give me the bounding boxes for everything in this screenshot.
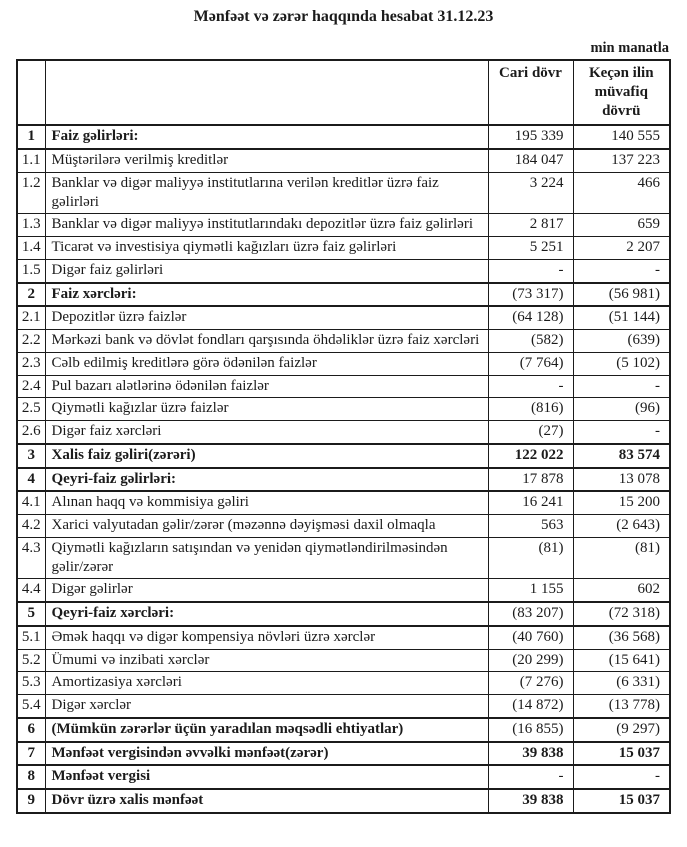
row-value-current: 39 838	[488, 789, 573, 813]
row-value-previous: -	[573, 259, 670, 282]
row-label: (Mümkün zərərlər üçün yaradılan məqsədli ehtiyatlar)	[45, 718, 488, 742]
table-row	[17, 742, 670, 766]
table-row	[17, 649, 670, 672]
row-label: Cəlb edilmiş kreditlərə görə ödənilən faizlər	[45, 352, 488, 375]
table-row	[17, 515, 670, 538]
table-row	[17, 491, 670, 514]
row-label: Alınan haqq və kommisiya gəliri	[45, 491, 488, 514]
row-label: Ümumi və inzibati xərclər	[45, 649, 488, 672]
row-value-current: 184 047	[488, 149, 573, 172]
profit-loss-table	[16, 59, 671, 814]
row-number: 2.6	[17, 421, 45, 444]
row-label: Faiz xərcləri:	[45, 283, 488, 307]
row-number: 5.3	[17, 672, 45, 695]
row-value-current: (582)	[488, 330, 573, 353]
row-value-current: (73 317)	[488, 283, 573, 307]
row-number: 2.5	[17, 398, 45, 421]
row-label: Mənfəət vergisindən əvvəlki mənfəət(zərər)	[45, 742, 488, 766]
row-number: 2.3	[17, 352, 45, 375]
table-row	[17, 330, 670, 353]
row-number: 5.1	[17, 626, 45, 649]
table-row	[17, 789, 670, 813]
row-label: Qiymətli kağızlar üzrə faizlər	[45, 398, 488, 421]
row-label: Digər gəlirlər	[45, 579, 488, 602]
row-value-current: 1 155	[488, 579, 573, 602]
row-value-previous: 15 037	[573, 789, 670, 813]
row-value-previous: 2 207	[573, 237, 670, 260]
row-value-previous: (6 331)	[573, 672, 670, 695]
table-row	[17, 672, 670, 695]
row-value-previous: (5 102)	[573, 352, 670, 375]
row-number: 2.1	[17, 306, 45, 329]
row-label: Depozitlər üzrə faizlər	[45, 306, 488, 329]
row-value-current: 17 878	[488, 468, 573, 492]
row-value-current: (64 128)	[488, 306, 573, 329]
row-value-previous: -	[573, 421, 670, 444]
row-value-current: 195 339	[488, 125, 573, 149]
row-number: 5.2	[17, 649, 45, 672]
unit-note: min manatla	[590, 40, 669, 56]
table-row	[17, 421, 670, 444]
row-value-previous: 15 200	[573, 491, 670, 514]
row-value-previous: (56 981)	[573, 283, 670, 307]
table-body	[17, 125, 670, 813]
row-value-previous: 466	[573, 172, 670, 214]
row-value-previous: 602	[573, 579, 670, 602]
row-number: 4	[17, 468, 45, 492]
header-previous-period: Keçən ilin müvafiq dövrü	[573, 60, 670, 125]
row-label: Digər xərclər	[45, 695, 488, 718]
row-value-previous: (639)	[573, 330, 670, 353]
row-value-previous: (13 778)	[573, 695, 670, 718]
row-number: 5.4	[17, 695, 45, 718]
row-value-current: (816)	[488, 398, 573, 421]
row-value-previous: 15 037	[573, 742, 670, 766]
row-label: Banklar və digər maliyyə institutlarındakı depozitlər üzrə faiz gəlirləri	[45, 214, 488, 237]
row-value-previous: (96)	[573, 398, 670, 421]
row-value-current: 563	[488, 515, 573, 538]
table-row	[17, 579, 670, 602]
row-value-previous: (15 641)	[573, 649, 670, 672]
table-row	[17, 214, 670, 237]
table-row	[17, 125, 670, 149]
row-label: Mərkəzi bank və dövlət fondları qarşısında öhdəliklər üzrə faiz xərcləri	[45, 330, 488, 353]
row-number: 6	[17, 718, 45, 742]
row-number: 2.2	[17, 330, 45, 353]
row-value-current: 3 224	[488, 172, 573, 214]
row-value-previous: (72 318)	[573, 602, 670, 626]
row-number: 1.5	[17, 259, 45, 282]
row-number: 1.2	[17, 172, 45, 214]
table-row	[17, 259, 670, 282]
row-label: Qeyri-faiz gəlirləri:	[45, 468, 488, 492]
table-row	[17, 352, 670, 375]
row-value-previous: -	[573, 375, 670, 398]
row-value-previous: -	[573, 765, 670, 789]
table-row	[17, 718, 670, 742]
row-label: Digər faiz gəlirləri	[45, 259, 488, 282]
table-row	[17, 375, 670, 398]
row-number: 1.4	[17, 237, 45, 260]
row-value-current: (14 872)	[488, 695, 573, 718]
row-value-current: 5 251	[488, 237, 573, 260]
row-label: Qiymətli kağızların satışından və yenidən qiymətləndirilməsindən gəlir/zərər	[45, 537, 488, 579]
table-row	[17, 537, 670, 579]
table-row	[17, 602, 670, 626]
row-value-previous: 140 555	[573, 125, 670, 149]
row-label: Qeyri-faiz xərcləri:	[45, 602, 488, 626]
header-row	[17, 60, 670, 125]
row-label: Xalis faiz gəliri(zərəri)	[45, 444, 488, 468]
row-value-previous: 83 574	[573, 444, 670, 468]
row-number: 1	[17, 125, 45, 149]
table-row	[17, 283, 670, 307]
row-number: 4.3	[17, 537, 45, 579]
row-number: 7	[17, 742, 45, 766]
row-number: 1.3	[17, 214, 45, 237]
row-value-current: (40 760)	[488, 626, 573, 649]
table-row	[17, 306, 670, 329]
header-num	[17, 60, 45, 125]
row-value-previous: (2 643)	[573, 515, 670, 538]
table-row	[17, 695, 670, 718]
row-number: 8	[17, 765, 45, 789]
row-number: 4.1	[17, 491, 45, 514]
row-number: 4.4	[17, 579, 45, 602]
table-row	[17, 149, 670, 172]
table-row	[17, 237, 670, 260]
row-number: 2	[17, 283, 45, 307]
row-label: Ticarət və investisiya qiymətli kağızları üzrə faiz gəlirləri	[45, 237, 488, 260]
header-current-period: Cari dövr	[488, 60, 573, 125]
row-number: 5	[17, 602, 45, 626]
row-value-current: -	[488, 765, 573, 789]
row-label: Digər faiz xərcləri	[45, 421, 488, 444]
row-value-current: (7 764)	[488, 352, 573, 375]
row-value-previous: (9 297)	[573, 718, 670, 742]
row-value-current: (20 299)	[488, 649, 573, 672]
row-label: Mənfəət vergisi	[45, 765, 488, 789]
row-label: Faiz gəlirləri:	[45, 125, 488, 149]
row-value-previous: 13 078	[573, 468, 670, 492]
report-title: Mənfəət və zərər haqqında hesabat 31.12.23	[193, 8, 494, 25]
row-value-current: (7 276)	[488, 672, 573, 695]
row-value-current: 2 817	[488, 214, 573, 237]
row-value-previous: (81)	[573, 537, 670, 579]
row-label: Banklar və digər maliyyə institutlarına verilən kreditlər üzrə faiz gəlirləri	[45, 172, 488, 214]
table-row	[17, 444, 670, 468]
row-number: 3	[17, 444, 45, 468]
row-label: Amortizasiya xərcləri	[45, 672, 488, 695]
row-value-previous: 137 223	[573, 149, 670, 172]
row-value-current: (27)	[488, 421, 573, 444]
row-number: 1.1	[17, 149, 45, 172]
row-value-current: (81)	[488, 537, 573, 579]
row-value-current: 122 022	[488, 444, 573, 468]
row-label: Dövr üzrə xalis mənfəət	[45, 789, 488, 813]
row-value-current: -	[488, 259, 573, 282]
header-label	[45, 60, 488, 125]
row-value-current: (83 207)	[488, 602, 573, 626]
row-label: Müştərilərə verilmiş kreditlər	[45, 149, 488, 172]
table-row	[17, 398, 670, 421]
row-label: Pul bazarı alətlərinə ödənilən faizlər	[45, 375, 488, 398]
table-row	[17, 172, 670, 214]
table-row	[17, 765, 670, 789]
row-value-current: 16 241	[488, 491, 573, 514]
row-number: 4.2	[17, 515, 45, 538]
row-value-previous: (36 568)	[573, 626, 670, 649]
row-value-current: 39 838	[488, 742, 573, 766]
table-row	[17, 626, 670, 649]
row-label: Əmək haqqı və digər kompensiya növləri üzrə xərclər	[45, 626, 488, 649]
row-number: 9	[17, 789, 45, 813]
table-row	[17, 468, 670, 492]
row-value-previous: (51 144)	[573, 306, 670, 329]
row-value-current: (16 855)	[488, 718, 573, 742]
row-value-previous: 659	[573, 214, 670, 237]
row-number: 2.4	[17, 375, 45, 398]
row-value-current: -	[488, 375, 573, 398]
row-label: Xarici valyutadan gəlir/zərər (məzənnə dəyişməsi daxil olmaqla	[45, 515, 488, 538]
